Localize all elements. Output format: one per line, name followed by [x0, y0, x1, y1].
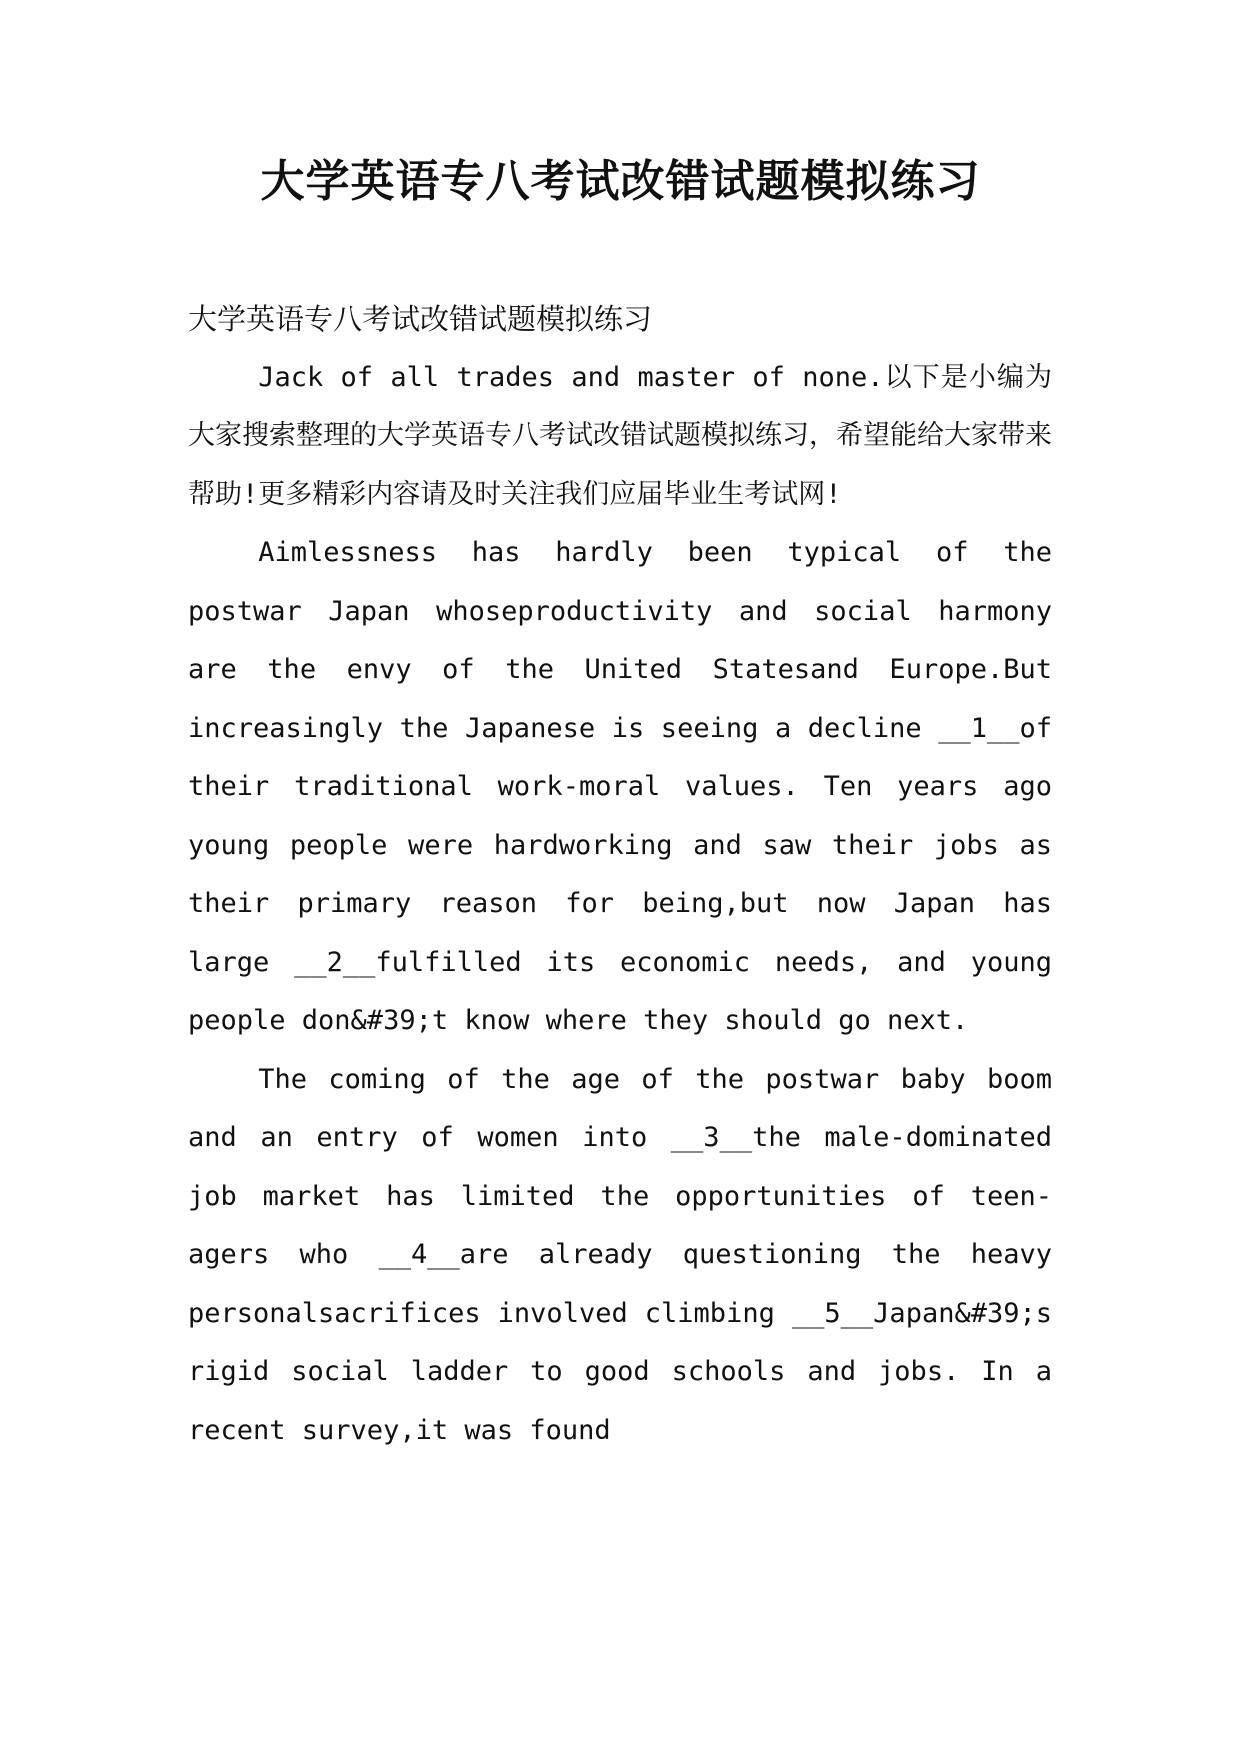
paragraph-intro: Jack of all trades and master of none.以下是小编为大家搜索整理的大学英语专八考试改错试题模拟练习，希望能给大家带来帮助!更多精彩内容请及时关注我们应届毕业生考试网! — [188, 361, 1052, 510]
document-body — [188, 290, 1052, 1460]
paragraph-passage-1: Aimlessness has hardly been typical of the postwar Japan whoseproductivity and social harmony are the envy of the United Statesand Europe.But increasingly the Japanese is seeing a decline __1__of their traditional work-moral values. Ten years ago young people were hardworking and saw their jobs as their primary reason for being,but now Japan has large __2__fulfilled its economic needs, and young people don&#39;t know where they should go next. — [188, 537, 1052, 1036]
document-title: 大学英语专八考试改错试题模拟练习 — [260, 156, 981, 207]
paragraph-passage-2: The coming of the age of the postwar baby boom and an entry of women into __3__the male-dominated job market has limited the opportunities of teen-agers who __4__are already questioning the heavy personalsacrifices involved climbing __5__Japan&#39;s rigid social ladder to good schools and jobs. In a recent survey,it was found — [188, 1063, 1052, 1446]
document-subtitle: 大学英语专八考试改错试题模拟练习 — [188, 302, 653, 336]
